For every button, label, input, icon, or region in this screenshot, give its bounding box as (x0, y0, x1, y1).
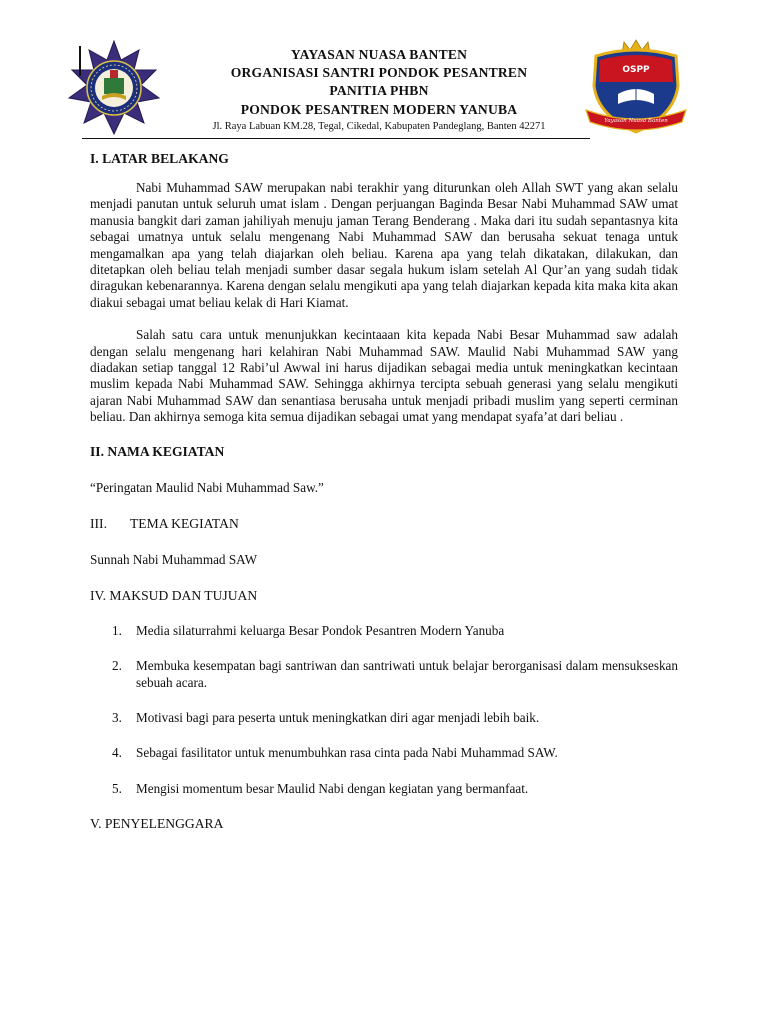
section-1-paragraph-1: Nabi Muhammad SAW merupakan nabi terakhir yang diturunkan oleh Allah SWT yang akan selalu menjadi panutan untuk seluruh umat islam . Dengan perjuangan Baginda Besar Nabi Muhammad SAW umat manusia bangkit dari zaman jahiliyah menuju jaman Terang Benderang . Maka dari itu sudah sepantasnya kita sebagai umatnya untuk selalu mengenang Nabi Muhammad SAW dan berusaha sekuat tenaga untuk mengamalkan apa yang telah diajarkan oleh beliau. Karena apa yang telah dikatakan, dilakukan, dan ditetapkan oleh beliau telah menjadi sumber dasar segala hukum islam setelah Al Qur’an yang sudah tidak diragukan kebenarannya. Karena dengan selalu mengikuti apa yang telah diajarkan kepada kita maka kita akan diakui sebagai umat beliau kelak di Hari Kiamat. (90, 180, 678, 310)
header-divider (82, 138, 590, 139)
section-4-heading: IV. MAKSUD DAN TUJUAN (90, 587, 258, 603)
list-item-number: 4. (112, 745, 122, 761)
list-item-number: 5. (112, 780, 122, 796)
letterhead-text (176, 46, 582, 134)
header-tick-mark (79, 46, 81, 76)
list-item (90, 623, 678, 639)
section-3-heading (90, 515, 678, 533)
organization-name: ORGANISASI SANTRI PONDOK PESANTREN (230, 65, 528, 81)
list-item-text: Media silaturrahmi keluarga Besar Pondok Pesantren Modern Yanuba (136, 622, 505, 638)
section-1-heading: I. LATAR BELAKANG (90, 151, 229, 166)
section-3-title: TEMA KEGIATAN (130, 515, 239, 531)
list-item-number: 2. (112, 658, 122, 674)
list-item (90, 781, 678, 797)
list-item-number: 3. (112, 709, 122, 725)
section-3-number: III. (90, 515, 107, 531)
section-3-text: Sunnah Nabi Muhammad SAW (90, 551, 258, 567)
list-item-text: Membuka kesempatan bagi santriwan dan santriwati untuk belajar berorganisasi dalam mensukseskan sebuah acara. (136, 658, 678, 690)
document-body (90, 150, 678, 833)
ospp-logo-banner-text: Yayasan Nuasa Banten (604, 118, 668, 124)
committee-name: PANITIA PHBN (329, 83, 429, 99)
address: Jl. Raya Labuan KM.28, Tegal, Cikedal, Kabupaten Pandeglang, Banten 42271 (212, 120, 546, 132)
letterhead (66, 38, 694, 142)
list-item (90, 745, 678, 761)
section-5-heading: V. PENYELENGGARA (90, 816, 224, 832)
right-ospp-logo (578, 38, 694, 138)
foundation-name: YAYASAN NUASA BANTEN (290, 47, 468, 62)
list-item (90, 710, 678, 726)
school-name: PONDOK PESANTREN MODERN YANUBA (240, 101, 518, 117)
objectives-list (90, 623, 678, 797)
section-1-paragraph-2: Salah satu cara untuk menunjukkan kecintaaan kita kepada Nabi Besar Muhammad saw adalah dengan selalu mengenang hari kelahiran Nabi Muhammad SAW. Maulid Nabi Muhammad SAW yang diadakan setiap tanggal 12 Rabi’ul Awwal ini harus dijadikan sebagai media untuk meningkatkan kecintaan muslim kepada Nabi Muhammad SAW. Sehingga akhirnya tercipta sebuah generasi yang selalu mengikuti ajaran Nabi Muhammad SAW dan senantiasa berusaha untuk menjadi pribadi muslim yang seperti cerminan beliau. Dan akhirnya semoga kita semua dijadikan sebagai umat yang mendapat syafa’at dari beliau . (90, 327, 678, 425)
section-2-text: “Peringatan Maulid Nabi Muhammad Saw.” (90, 479, 324, 495)
list-item-number: 1. (112, 622, 122, 638)
list-item-text: Mengisi momentum besar Maulid Nabi dengan kegiatan yang bermanfaat. (136, 780, 529, 796)
list-item (90, 658, 678, 691)
ospp-logo-text: OSPP (622, 65, 650, 75)
list-item-text: Motivasi bagi para peserta untuk meningkatkan diri agar menjadi lebih baik. (136, 709, 540, 725)
list-item-text: Sebagai fasilitator untuk menumbuhkan rasa cinta pada Nabi Muhammad SAW. (136, 745, 558, 761)
section-2-heading: II. NAMA KEGIATAN (90, 443, 225, 459)
